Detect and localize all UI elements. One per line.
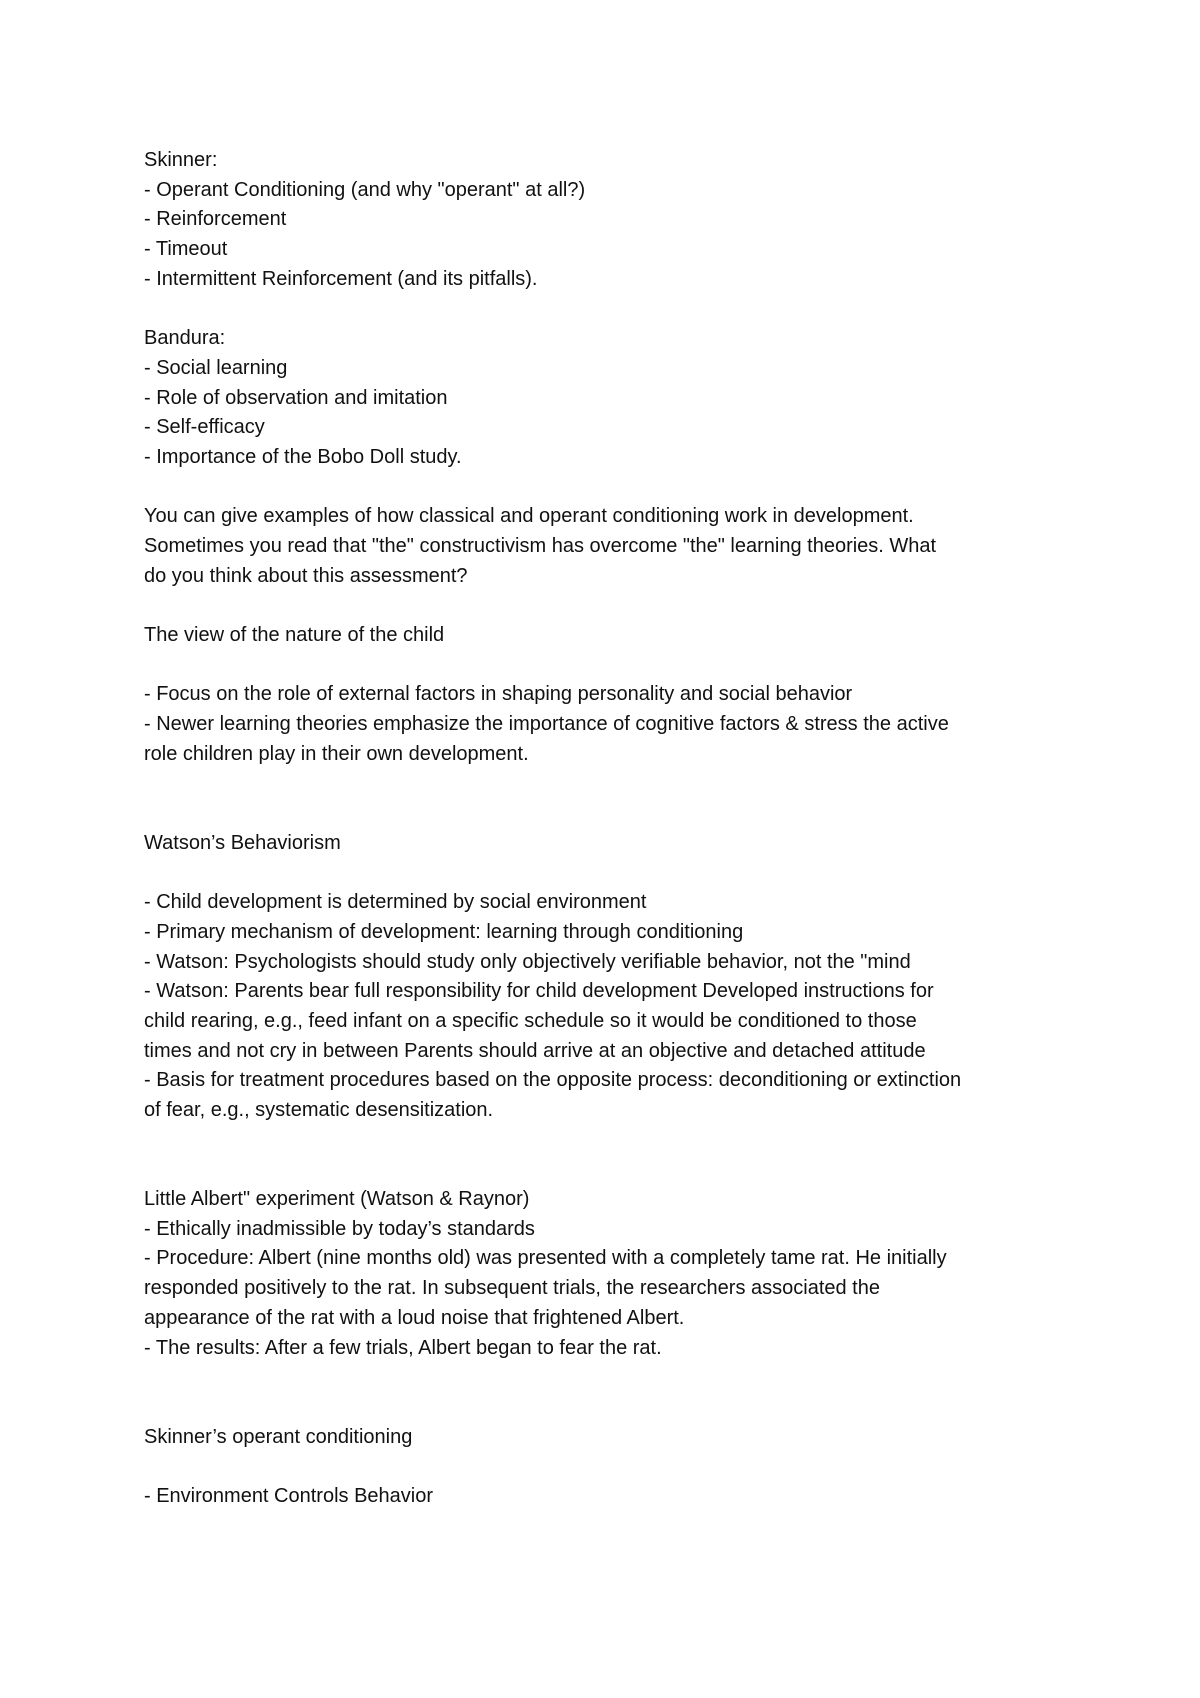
skinner-heading: Skinner: xyxy=(144,149,218,171)
watson-line: of fear, e.g., systematic desensitization. xyxy=(144,1099,494,1122)
prompt-line: do you think about this assessment? xyxy=(144,564,468,587)
nature-heading: The view of the nature of the child xyxy=(144,624,445,646)
skinner-item: - Intermittent Reinforcement (and its pitfalls). xyxy=(144,267,538,290)
bandura-item: - Importance of the Bobo Doll study. xyxy=(144,445,462,468)
skinner-item: - Timeout xyxy=(144,238,228,261)
watson-heading: Watson’s Behaviorism xyxy=(144,831,341,854)
document-body xyxy=(144,146,1064,1512)
prompt-line: Sometimes you read that "the" constructivism has overcome "the" learning theories. What xyxy=(144,534,937,557)
albert-line: responded positively to the rat. In subsequent trials, the researchers associated the xyxy=(144,1277,880,1300)
watson-line: - Child development is determined by social environment xyxy=(144,891,647,914)
bandura-item: - Role of observation and imitation xyxy=(144,386,448,409)
albert-line: appearance of the rat with a loud noise that frightened Albert. xyxy=(144,1306,685,1329)
watson-line: times and not cry in between Parents should arrive at an objective and detached attitude xyxy=(144,1039,926,1062)
watson-line: - Watson: Psychologists should study only objectively verifiable behavior, not the "mind xyxy=(144,950,911,973)
nature-line: - Newer learning theories emphasize the importance of cognitive factors & stress the active xyxy=(144,713,949,736)
watson-line: - Primary mechanism of development: learning through conditioning xyxy=(144,920,744,943)
albert-line: - Procedure: Albert (nine months old) was presented with a completely tame rat. He initially xyxy=(144,1247,947,1270)
skinner-item: - Reinforcement xyxy=(144,208,287,231)
watson-line: - Watson: Parents bear full responsibility for child development Developed instructions for xyxy=(144,980,934,1003)
skinner-operant-heading: Skinner’s operant conditioning xyxy=(144,1425,413,1448)
watson-line: - Basis for treatment procedures based on the opposite process: deconditioning or extinction xyxy=(144,1069,962,1092)
skinner-item: - Operant Conditioning (and why "operant" at all?) xyxy=(144,178,586,201)
watson-line: child rearing, e.g., feed infant on a specific schedule so it would be conditioned to those xyxy=(144,1009,917,1032)
albert-heading: Little Albert" experiment (Watson & Raynor) xyxy=(144,1188,530,1211)
albert-line: - The results: After a few trials, Albert began to fear the rat. xyxy=(144,1336,662,1359)
bandura-heading: Bandura: xyxy=(144,327,226,350)
skinner-operant-line: - Environment Controls Behavior xyxy=(144,1484,434,1507)
bandura-item: - Social learning xyxy=(144,356,288,379)
bandura-item: - Self-efficacy xyxy=(144,416,265,439)
prompt-line: You can give examples of how classical and operant conditioning work in development. xyxy=(144,505,914,528)
nature-line: - Focus on the role of external factors in shaping personality and social behavior xyxy=(144,683,853,706)
nature-line: role children play in their own development. xyxy=(144,742,529,765)
albert-line: - Ethically inadmissible by today’s standards xyxy=(144,1217,535,1240)
